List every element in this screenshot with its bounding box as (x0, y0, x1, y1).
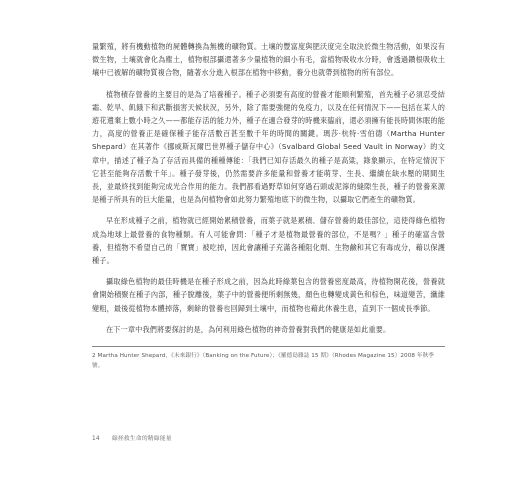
paragraph-5: 在下一章中我們將要探討的是，為何利用綠色植物的神奇營養對我們的健康是如此重要。 (106, 324, 391, 334)
page-footer (92, 433, 172, 442)
footnote-divider (92, 346, 445, 347)
page-number: 14 (92, 436, 100, 442)
page-body (92, 40, 445, 371)
running-title: 綠拯救生命的精綠能量 (111, 436, 172, 442)
paragraph-3: 早在形成種子之前，植物就已經開始累積營養，而葉子就是累積、儲存營養的最佳部位，這使得綠色植物成為地球上最營養的食物種類。有人可能會問：「種子才是植物最營養的部位，不是嗎？」種子的確富含營養，但植物不希望自己的「寶寶」被吃掉，因此會讓種子充滿各種阻化劑、生物鹼和其它有毒成分，藉以保護種子。 (92, 216, 445, 266)
footnote: 2 Martha Hunter Shepard，《未來銀行》（Banking on the Future）；《羅德島雜誌 15 期》（Rhodes Magazine 15）2008 年秋季號。 (92, 353, 434, 370)
paragraph-4: 攝取綠色植物的最佳時機是在種子形成之前，因為此時綠葉包含的營養密度最高，待植物開花後，營養就會開始積聚在種子內部，種子脫離後，葉子中的營養便所剩無幾，顏色也轉變成黃色和棕色，味道變苦，纖維變粗，最後從植物本體掉落，剩餘的營養也回歸到土壤中，而植物也藉此休養生息，直到下一個成長季節。 (92, 277, 445, 313)
paragraph-2: 植物積存營養的主要目的是為了培養種子。種子必須要有高度的營養才能順利繁殖，首先種子必須忍受結霜、乾旱、飢餓下和武斷損害天候狀況，另外，除了需要強健的免疫力，以及在任何情況下——包括在某人的遊花遺棄上數小時之久——都能存活的能力外，種子在適合發芽的時機來臨前，還必須擁有能長時間休眠的能力，高度的營養正是確保種子能存活數百甚至數千年的時間的關鍵。瑪莎‧杭特‧雪伯德（Martha Hunter Shepard）在其著作《挪威斯瓦爾巴世界種子儲存中心》（Svalbard Global Seed Vault in Norway）的文章中，描述了種子為了存活而具備的種種傳能：「我們已知存活最久的種子是高粱，錄象顯示，在特定情況下它甚至能夠存活數千年」。種子發芽後，仍然需要許多能量和營養才能萌芽、生長、繼續在缺水壓的期間生長，並最終找到能夠完成光合作用的能力。我們都看過野草如何穿過石頭或泥濘的縫隙生長，種子的營養來源是種子所具有的巨大能量，也是為何植物會如此努力繁殖地底下的微生物，以攝取它們產生的礦物質。 (92, 89, 445, 205)
paragraph-1: 量繁殖，將有機動植物的屍體轉換為無機的礦物質。土壤的豐富度與肥沃度完全取決於微生物活動，如果沒有微生物，土壤就會化為塵土，植物根部攝還著多少量植物的細小有毛，當植物吸收水分時，會透過鑽根吸收土壤中已被解的礦物質複合物，隨著水分進入根部在植物中移動，養分也就帶到植物的所有部位。 (92, 42, 445, 78)
